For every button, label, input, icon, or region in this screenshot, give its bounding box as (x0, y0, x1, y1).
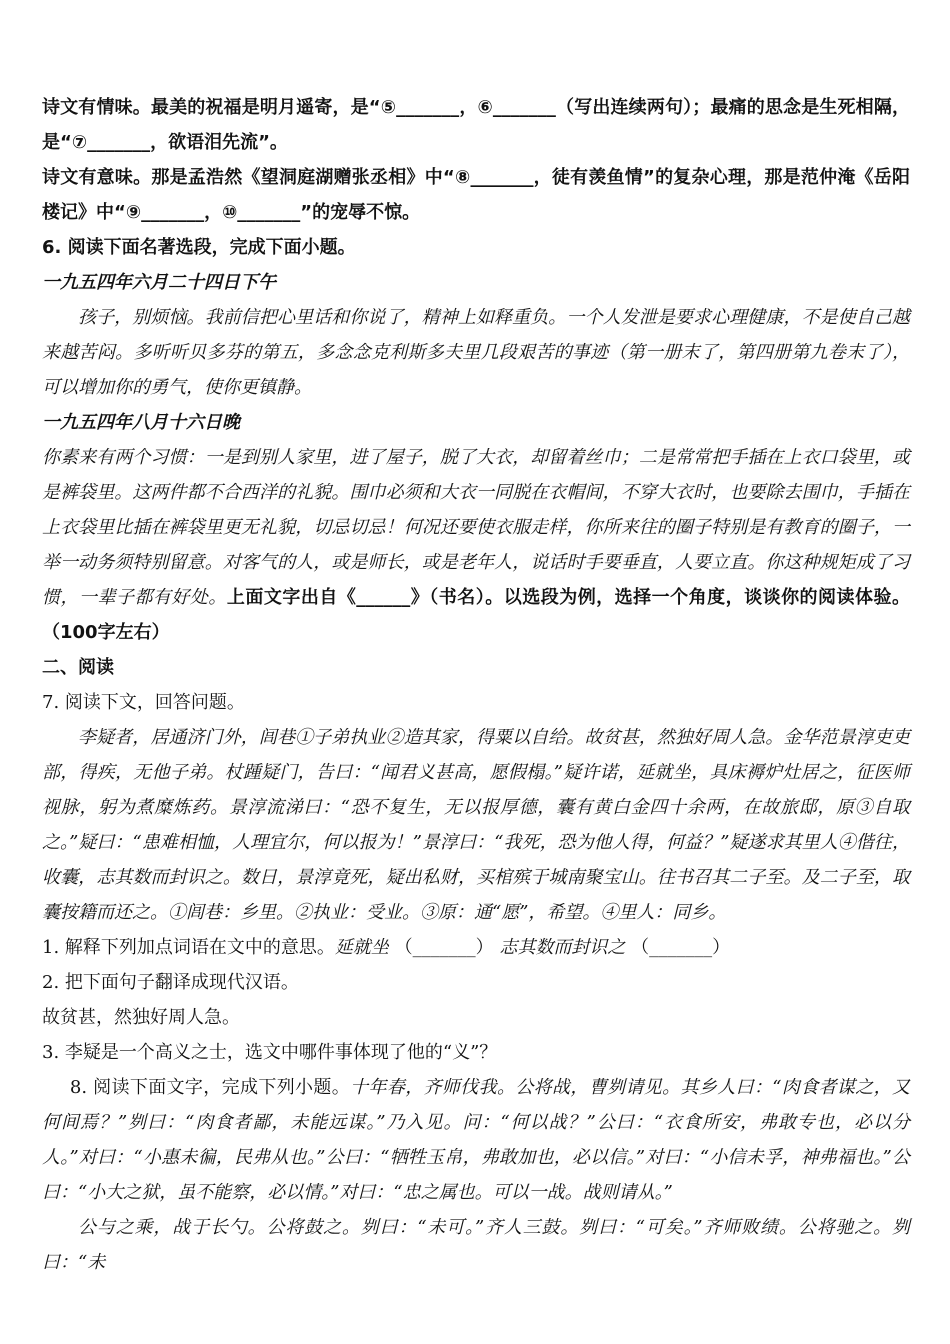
question-7-sub3: 3. 李疑是一个高义之士，选文中哪件事体现了他的“义”？ (42, 1042, 498, 1063)
question-8-passage-1: 十年春，齐师伐我。公将战，曹刿请见。其乡人曰：“肉食者谋之，又何间焉？”刿曰：“肉食者鄙，未能远谋。”乃入见。问：“何以战？”公曰：“衣食所安，弗敢专也，必以分人。”对曰：“小惠未徧，民弗从也。”公曰：“牺牲玉帛，弗敢加也，必以信。”对曰：“小信未孚，神弗福也。”公曰：“小大之狱，虽不能察，必以情。”对曰：“忠之属也。可以一战。战则请从。” (42, 1077, 910, 1203)
question-6-title: 6. 阅读下面名著选段，完成下面小题。 (42, 237, 356, 258)
letter-date-1: 一九五四年六月二十四日下午 (42, 272, 276, 293)
question-8-passage-2: 公与之乘，战于长勺。公将鼓之。刿曰：“未可。”齐人三鼓。刿曰：“可矣。”齐师败绩。公将驰之。刿曰：“未 (42, 1217, 910, 1273)
letter-date-2: 一九五四年八月十六日晚 (42, 412, 240, 433)
question-7-sub1-word-1: 延就坐 (334, 937, 389, 958)
letter-excerpt-1: 孩子，别烦恼。我前信把心里话和你说了，精神上如释重负。一个人发泄是要求心理健康，不是使自己越来越苦闷。多听听贝多芬的第五，多念念克利斯多夫里几段艰苦的事迹（第一册末了，第四册第九卷末了），可以增加你的勇气，使你更镇静。 (42, 307, 910, 398)
question-7-sub1-blank-1: （_______） (388, 937, 500, 958)
letter-excerpt-2-text: 你素来有两个习惯：一是到别人家里，进了屋子，脱了大衣，却留着丝巾；二是常常把手插在上衣口袋里，或是裤袋里。这两件都不合西洋的礼貌。围巾必须和大衣一同脱在衣帽间，不穿大衣时，也要除去围巾，手插在上衣袋里比插在裤袋里更无礼貌，切忌切忌！何况还要使衣服走样，你所来往的圈子特别是有教育的圈子，一举一动务须特别留意。对客气的人，或是师长，或是老年人，说话时手要垂直，人要立直。你这种规矩成了习惯，一辈子都有好处。 (42, 447, 910, 608)
question-7-sub2-sentence: 故贫甚，然独好周人急。 (42, 1007, 240, 1028)
question-6-task-text: 上面文字出自《______》（书名）。以选段为例，选择一个角度，谈谈你的阅读体验。（100字左右） (42, 587, 910, 643)
section-2-heading: 二、阅读 (42, 657, 114, 678)
letter-excerpt-2-paragraph (42, 440, 910, 650)
question-7-sub1-lead: 1. 解释下列加点词语在文中的意思。 (42, 937, 335, 958)
question-8-paragraph (42, 1070, 910, 1210)
question-8-lead: 8. 阅读下面文字，完成下列小题。 (69, 1077, 351, 1098)
question-7-sub1-word-2: 志其数而封识之 (499, 937, 626, 958)
poem-fill-blank-paragraph-2: 诗文有意味。那是孟浩然《望洞庭湖赠张丞相》中“⑧_______，徒有羡鱼情”的复杂心理，那是范仲淹《岳阳楼记》中“⑨_______，⑩_______”的宠辱不惊。 (42, 167, 910, 223)
question-7-sub1 (42, 930, 910, 965)
question-7-sub1-blank-2: （_______） (625, 937, 731, 958)
question-7-intro: 7. 阅读下文，回答问题。 (42, 692, 245, 713)
question-7-sub2: 2. 把下面句子翻译成现代汉语。 (42, 972, 299, 993)
poem-fill-blank-paragraph-1: 诗文有情味。最美的祝福是明月遥寄，是“⑤_______，⑥_______（写出连续两句）；最痛的思念是生死相隔，是“⑦_______，欲语泪先流”。 (42, 97, 910, 153)
question-7-passage: 李疑者，居通济门外，闾巷①子弟执业②造其家，得粟以自给。故贫甚，然独好周人急。金华范景淳吏吏部，得疾，无他子弟。杖踵疑门，告曰：“闻君义甚高，愿假榻。”疑许诺，延就坐，具床褥炉灶居之，征医师视脉，躬为煮糜炼药。景淳流涕曰：“恐不复生，无以报厚德，囊有黄白金四十余两，在故旅邸，原③自取之。”疑曰：“患难相恤，人理宜尔，何以报为！”景淳曰：“我死，恐为他人得，何益？”疑遂求其里人④偕往，收囊，志其数而封识之。数日，景淳竟死，疑出私财，买棺殡于城南聚宝山。往书召其二子至。及二子至，取囊按籍而还之。①闾巷：乡里。②执业：受业。③原：通“愿”，希望。④里人：同乡。 (42, 727, 910, 923)
